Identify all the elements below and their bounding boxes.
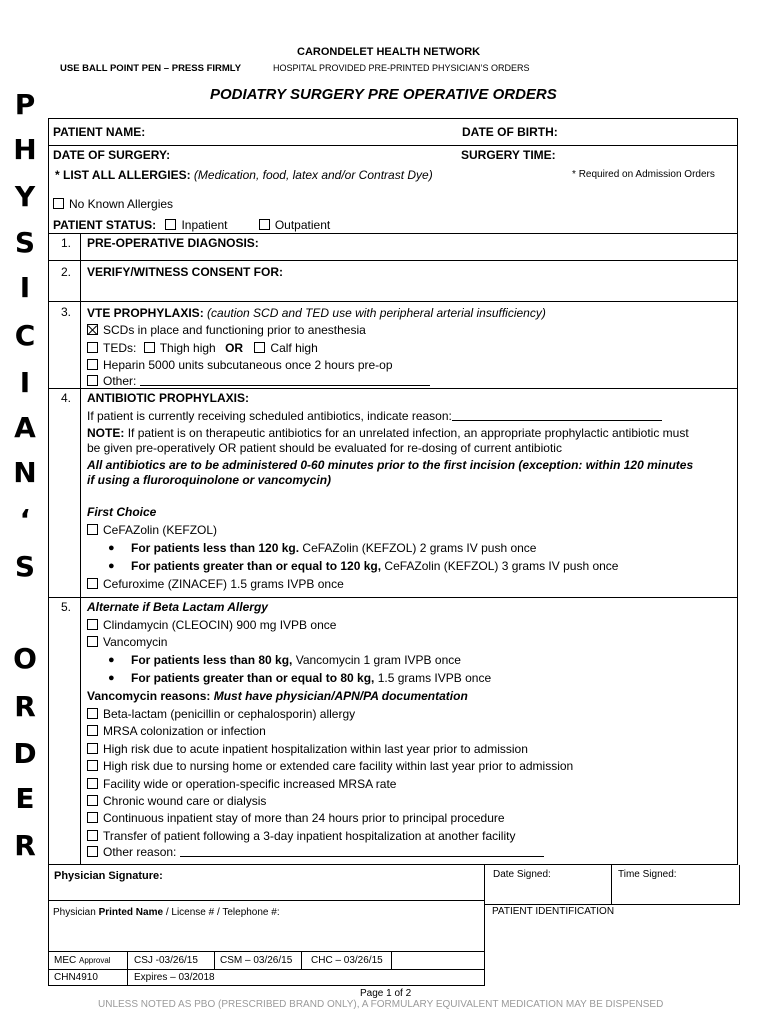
bullet-icon: ●	[108, 560, 115, 572]
vanco-reason-option[interactable]	[87, 794, 266, 808]
mec-label: MEC	[54, 955, 79, 966]
teds-option[interactable]	[87, 341, 318, 355]
side-letter: P	[14, 88, 36, 121]
vte-other-field[interactable]	[140, 374, 430, 386]
vanco-reason-label: Chronic wound care or dialysis	[103, 794, 267, 808]
vanco-reason-option[interactable]	[87, 759, 573, 773]
cefuroxime-option[interactable]	[87, 577, 344, 591]
section-5-number: 5.	[61, 600, 72, 614]
dob-label: DATE OF BIRTH:	[462, 125, 558, 139]
printed-name-row	[53, 907, 280, 918]
teds-label: TEDs:	[103, 341, 137, 355]
required-star: *	[572, 169, 576, 180]
vte-caution: (caution SCD and TED use with peripheral arterial insufficiency)	[207, 306, 546, 320]
side-letter: ‘	[19, 503, 31, 536]
side-letter: C	[14, 319, 36, 352]
side-letter: R	[14, 690, 36, 723]
outpatient-label: Outpatient	[274, 218, 331, 232]
thigh-high-label: Thigh high	[159, 341, 216, 355]
vanco-reason-checkbox[interactable]	[87, 743, 98, 754]
vte-other-label: Other:	[103, 374, 137, 388]
vte-other-checkbox[interactable]	[87, 375, 98, 386]
mec-approval	[54, 955, 111, 966]
vanco-reason-label: High risk due to acute inpatient hospitalization within last year prior to admission	[103, 742, 528, 756]
vanco-reason-checkbox[interactable]	[87, 812, 98, 823]
clindamycin-label: Clindamycin (CLEOCIN) 900 mg IVPB once	[103, 618, 337, 632]
vancomycin-reasons-note: Must have physician/APN/PA documentation	[213, 689, 468, 703]
outpatient-checkbox[interactable]	[259, 219, 270, 230]
side-letter: A	[14, 411, 36, 444]
section-4-number: 4.	[61, 391, 72, 405]
side-letter: S	[14, 226, 36, 259]
csm-approval: CSM – 03/26/15	[220, 955, 293, 966]
timing-text-1: All antibiotics are to be administered 0-60 minutes prior to the first incision (exception: within 120 minutes	[87, 458, 694, 472]
side-letter: Y	[14, 180, 36, 213]
scds-option[interactable]	[87, 323, 366, 337]
side-letter: O	[13, 642, 37, 675]
patient-status-label: PATIENT STATUS:	[53, 218, 157, 232]
pen-instruction: USE BALL POINT PEN – PRESS FIRMLY	[60, 63, 242, 74]
vte-header	[87, 306, 546, 320]
vancomycin-dose-1	[131, 653, 461, 667]
vanco-reason-checkbox[interactable]	[87, 760, 98, 771]
calf-high-checkbox[interactable]	[254, 342, 265, 353]
vanco-reason-checkbox[interactable]	[87, 708, 98, 719]
cefazolin-dose-2-text: CeFAZolin (KEFZOL) 3 grams IV push once	[381, 559, 619, 573]
cefazolin-dose-1	[131, 541, 536, 555]
network-name: CARONDELET HEALTH NETWORK	[297, 46, 481, 58]
vancomycin-reasons-header	[87, 689, 468, 703]
vancomycin-dose-2-text: 1.5 grams IVPB once	[374, 671, 492, 685]
side-letter: H	[13, 133, 37, 166]
vanco-reason-checkbox[interactable]	[87, 830, 98, 841]
note-text-1: If patient is on therapeutic antibiotics for an unrelated infection, an appropriate prophylactic antibiotic must	[127, 426, 689, 440]
side-letter: I	[19, 271, 31, 304]
vancomycin-dose-2-weight: For patients greater than or equal to 80 kg,	[131, 671, 375, 685]
allergies-star: *	[55, 168, 60, 182]
cefazolin-label: CeFAZolin (KEFZOL)	[103, 523, 218, 537]
vancomycin-dose-1-text: Vancomycin 1 gram IVPB once	[292, 653, 461, 667]
vancomycin-checkbox[interactable]	[87, 636, 98, 647]
cefuroxime-label: Cefuroxime (ZINACEF) 1.5 grams IVPB once	[103, 577, 344, 591]
clindamycin-option[interactable]	[87, 618, 336, 632]
vanco-reason-checkbox[interactable]	[87, 778, 98, 789]
vanco-reason-label: Beta-lactam (penicillin or cephalosporin) allergy	[103, 707, 356, 721]
no-known-allergies-checkbox[interactable]	[53, 198, 64, 209]
cefuroxime-checkbox[interactable]	[87, 578, 98, 589]
section-2-number: 2.	[61, 265, 72, 279]
note-line-1	[87, 426, 689, 440]
printed-name-bold: Printed Name	[98, 907, 164, 918]
allergies-hint: (Medication, food, latex and/or Contrast Dye)	[193, 168, 433, 182]
vanco-reason-option[interactable]	[87, 829, 515, 843]
printed-name-suffix: / License # / Telephone #:	[163, 907, 280, 918]
vanco-reason-label: Facility wide or operation-specific increased MRSA rate	[103, 777, 397, 791]
pbo-notice: UNLESS NOTED AS PBO (PRESCRIBED BRAND ONLY), A FORMULARY EQUIVALENT MEDICATION MAY BE DISPENSED	[98, 999, 664, 1010]
vanco-reason-label: MRSA colonization or infection	[103, 724, 266, 738]
allergies-row	[55, 168, 433, 182]
vanco-reason-checkbox[interactable]	[87, 725, 98, 736]
heparin-checkbox[interactable]	[87, 359, 98, 370]
inpatient-checkbox[interactable]	[165, 219, 176, 230]
scheduled-antibiotics-text: If patient is currently receiving scheduled antibiotics, indicate reason:	[87, 409, 452, 423]
side-letter: D	[13, 737, 37, 770]
side-letter: S	[14, 550, 36, 583]
or-label: OR	[225, 341, 244, 355]
vte-other-option[interactable]	[87, 374, 430, 388]
section-3-number: 3.	[61, 305, 72, 319]
side-letter: I	[19, 366, 31, 399]
teds-checkbox[interactable]	[87, 342, 98, 353]
other-reason-field[interactable]	[180, 845, 544, 857]
no-known-allergies-label: No Known Allergies	[69, 197, 174, 211]
bullet-icon: ●	[108, 654, 115, 666]
form-subtitle: HOSPITAL PROVIDED PRE-PRINTED PHYSICIAN’S ORDERS	[273, 63, 530, 73]
heparin-label: Heparin 5000 units subcutaneous once 2 hours pre-op	[103, 358, 393, 372]
printed-name-prefix: Physician	[53, 907, 99, 918]
physician-signature-label: Physician Signature:	[54, 870, 163, 882]
cefazolin-dose-2	[131, 559, 618, 573]
side-letter: N	[13, 456, 37, 489]
scds-checkbox[interactable]	[87, 324, 98, 335]
vanco-reason-checkbox[interactable]	[87, 846, 98, 857]
scheduled-reason-field[interactable]	[452, 409, 662, 421]
bullet-icon: ●	[108, 542, 115, 554]
vanco-reason-label: High risk due to nursing home or extended care facility within last year prior to admission	[103, 759, 574, 773]
timing-text-2: if using a fluroroquinolone or vancomycin)	[87, 473, 332, 487]
no-known-allergies-option[interactable]	[53, 197, 173, 211]
csj-approval: CSJ -03/26/15	[134, 955, 198, 966]
time-signed-label: Time Signed:	[618, 869, 677, 880]
vancomycin-dose-2	[131, 671, 491, 685]
date-signed-label: Date Signed:	[493, 869, 551, 880]
required-note: Required on Admission Orders	[578, 169, 715, 180]
form-title: PODIATRY SURGERY PRE OPERATIVE ORDERS	[210, 86, 557, 103]
thigh-high-checkbox[interactable]	[144, 342, 155, 353]
chc-approval: CHC – 03/26/15	[311, 955, 383, 966]
cefazolin-option[interactable]	[87, 523, 217, 537]
patient-identification-label: PATIENT IDENTIFICATION	[492, 906, 615, 917]
vanco-reason-option[interactable]	[87, 742, 528, 756]
pre-op-diagnosis-label: PRE-OPERATIVE DIAGNOSIS:	[87, 236, 259, 250]
beta-lactam-title: Alternate if Beta Lactam Allergy	[87, 600, 268, 614]
required-note-row	[572, 169, 715, 180]
inpatient-label: Inpatient	[181, 218, 228, 232]
vancomycin-option[interactable]	[87, 635, 167, 649]
mec-approval-label: Approval	[79, 956, 111, 965]
first-choice-label: First Choice	[87, 505, 157, 519]
page-number: Page 1 of 2	[360, 988, 412, 999]
scheduled-antibiotics-row	[87, 409, 662, 423]
clindamycin-checkbox[interactable]	[87, 619, 98, 630]
vanco-reason-label: Transfer of patient following a 3-day inpatient hospitalization at another facility	[103, 829, 516, 843]
vancomycin-reasons-label: Vancomycin reasons:	[87, 689, 211, 703]
calf-high-label: Calf high	[270, 341, 318, 355]
side-letter: E	[15, 782, 35, 815]
note-label: NOTE:	[87, 426, 125, 440]
scds-label: SCDs in place and functioning prior to anesthesia	[103, 323, 366, 337]
vanco-reason-checkbox[interactable]	[87, 795, 98, 806]
vanco-reason-option[interactable]	[87, 811, 505, 825]
side-letter: R	[14, 829, 36, 862]
allergies-label: LIST ALL ALLERGIES:	[63, 168, 191, 182]
expires-date: Expires – 03/2018	[134, 972, 215, 983]
vancomycin-label: Vancomycin	[103, 635, 168, 649]
surgery-date-label: DATE OF SURGERY:	[53, 148, 171, 162]
note-text-2: be given pre-operatively OR patient should be evaluated for re-dosing of current antibiotic	[87, 441, 562, 455]
vanco-reason-option[interactable]	[87, 845, 544, 859]
vanco-reason-option[interactable]	[87, 724, 266, 738]
cefazolin-dose-1-text: CeFAZolin (KEFZOL) 2 grams IV push once	[299, 541, 537, 555]
vanco-reason-label: Other reason:	[103, 845, 177, 859]
consent-label: VERIFY/WITNESS CONSENT FOR:	[87, 265, 284, 279]
surgery-time-label: SURGERY TIME:	[461, 148, 556, 162]
cefazolin-checkbox[interactable]	[87, 524, 98, 535]
vanco-reason-option[interactable]	[87, 777, 396, 791]
antibiotic-title: ANTIBIOTIC PROPHYLAXIS:	[87, 391, 250, 405]
form-code: CHN4910	[54, 972, 98, 983]
vanco-reason-label: Continuous inpatient stay of more than 24 hours prior to principal procedure	[103, 811, 505, 825]
cefazolin-dose-2-weight: For patients greater than or equal to 120 kg,	[131, 559, 382, 573]
patient-status-row	[53, 218, 330, 232]
vanco-reason-option[interactable]	[87, 707, 355, 721]
bullet-icon: ●	[108, 672, 115, 684]
vte-title: VTE PROPHYLAXIS:	[87, 306, 204, 320]
vancomycin-dose-1-weight: For patients less than 80 kg,	[131, 653, 293, 667]
cefazolin-dose-1-weight: For patients less than 120 kg.	[131, 541, 300, 555]
section-1-number: 1.	[61, 236, 72, 250]
heparin-option[interactable]	[87, 358, 393, 372]
patient-name-label: PATIENT NAME:	[53, 125, 146, 139]
